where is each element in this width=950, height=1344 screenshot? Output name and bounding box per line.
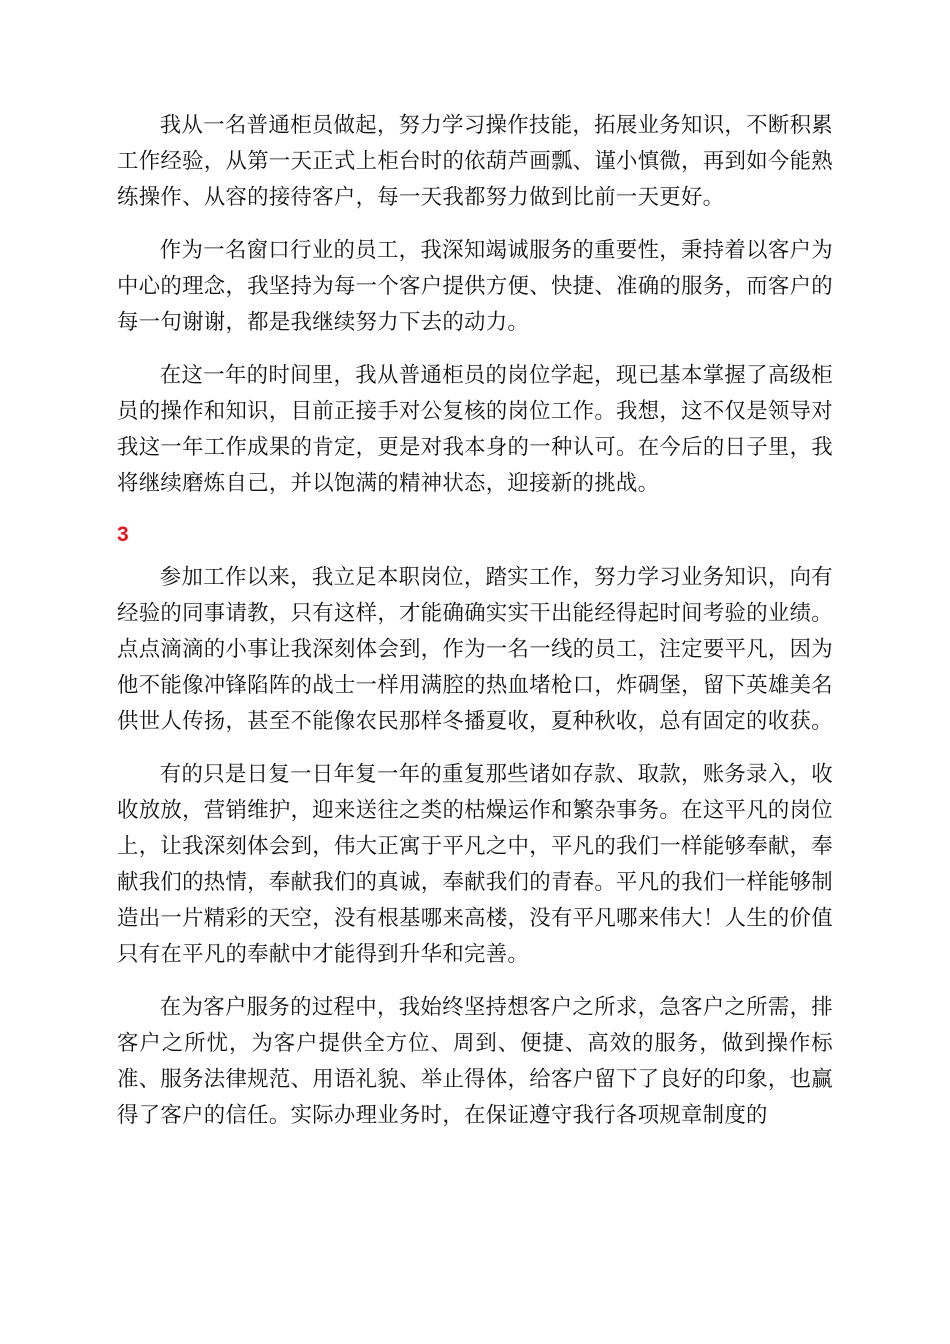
paragraph-ordinary-dedication: 有的只是日复一日年复一年的重复那些诸如存款、取款，账务录入，收收放放，营销维护，迎来送往之类的枯燥运作和繁杂事务。在这平凡的岗位上，让我深刻体会到，伟大正寓于平凡之中，平凡的我们一样能够奉献，奉献我们的热情，奉献我们的真诚，奉献我们的青春。平凡的我们一样能够制造出一片精彩的天空，没有根基哪来高楼，没有平凡哪来伟大！人生的价值只有在平凡的奉献中才能得到升华和完善。	[117, 762, 833, 967]
paragraph-year-review: 在这一年的时间里，我从普通柜员的岗位学起，现已基本掌握了高级柜员的操作和知识，目前正接手对公复核的岗位工作。我想，这不仅是领导对我这一年工作成果的肯定，更是对我本身的一种认可。在今后的日子里，我将继续磨炼自己，并以饱满的精神状态，迎接新的挑战。	[117, 363, 833, 496]
paragraph-counter-experience: 我从一名普通柜员做起，努力学习操作技能，拓展业务知识，不断积累工作经验，从第一天正式上柜台时的依葫芦画瓢、谨小慎微，再到如今能熟练操作、从容的接待客户，每一天我都努力做到比前一天更好。	[117, 113, 833, 210]
document-body	[117, 108, 833, 1134]
section-number: 3	[117, 523, 129, 546]
paragraph-customer-service: 在为客户服务的过程中，我始终坚持想客户之所求，急客户之所需，排客户之所忧，为客户提供全方位、周到、便捷、高效的服务，做到操作标准、服务法律规范、用语礼貌、举止得体，给客户留下了良好的印象，也赢得了客户的信任。实际办理业务时，在保证遵守我行各项规章制度的	[117, 995, 833, 1128]
paragraph-service-importance: 作为一名窗口行业的员工，我深知竭诚服务的重要性，秉持着以客户为中心的理念，我坚持为每一个客户提供方便、快捷、准确的服务，而客户的每一句谢谢，都是我继续努力下去的动力。	[117, 238, 833, 335]
paragraph-work-attitude: 参加工作以来，我立足本职岗位，踏实工作，努力学习业务知识，向有经验的同事请教，只有这样，才能确确实实干出能经得起时间考验的业绩。点点滴滴的小事让我深刻体会到，作为一名一线的员工，注定要平凡，因为他不能像冲锋陷阵的战士一样用满腔的热血堵枪口，炸碉堡，留下英雄美名供世人传扬，甚至不能像农民那样冬播夏收，夏种秋收，总有固定的收获。	[117, 565, 833, 734]
